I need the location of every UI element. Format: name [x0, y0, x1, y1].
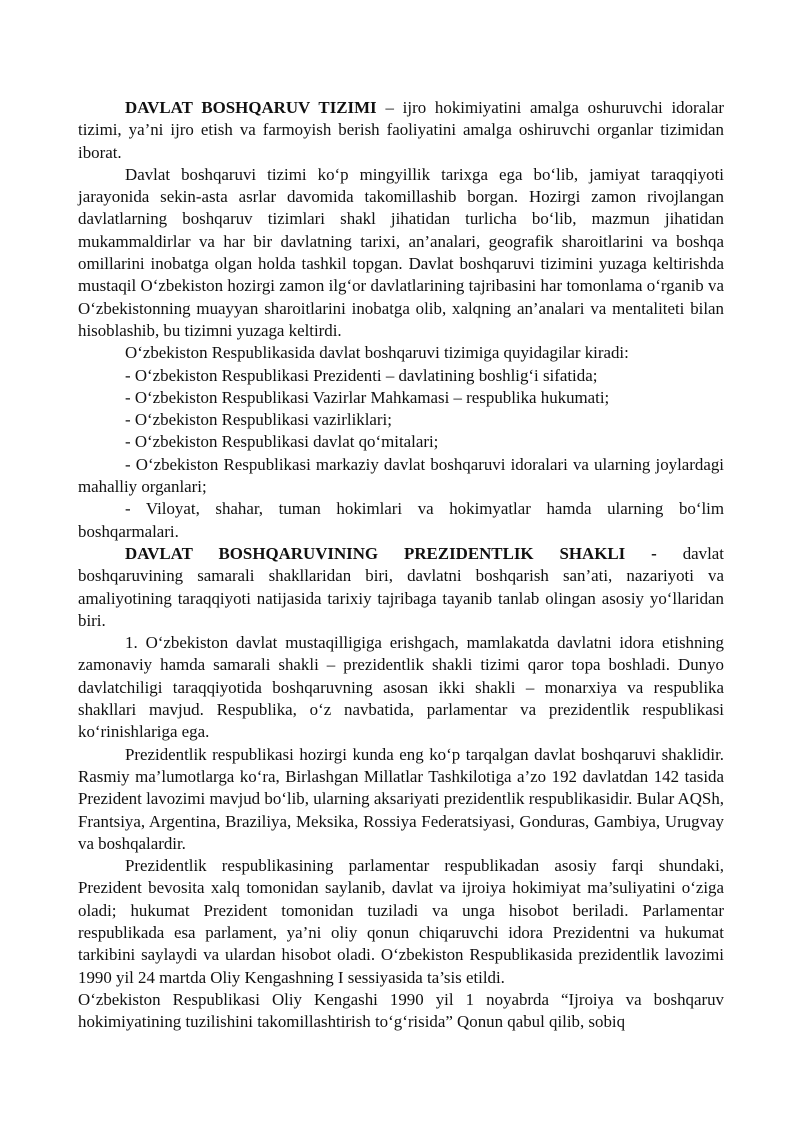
term-heading: DAVLAT BOSHQARUV TIZIMI [125, 98, 377, 117]
paragraph-definition [78, 97, 724, 164]
list-item: - Viloyat, shahar, tuman hokimlari va hokimyatlar hamda ularning bo‘lim boshqarmalari. [78, 499, 724, 541]
list-item: - O‘zbekiston Respublikasi Prezidenti – davlatining boshlig‘i sifatida; [125, 365, 598, 385]
list-item: - O‘zbekiston Respublikasi davlat qo‘mitalari; [125, 432, 439, 452]
paragraph-presidential-form [78, 543, 724, 632]
document-page [78, 97, 724, 1033]
definition-text: – ijro hokimiyatini amalga oshuruvchi idoralar tizimi, ya’ni ijro etish va farmoyish berish faoliyatini amalga oshiruvchi organlar tizimidan iborat. [78, 98, 724, 162]
term-heading: DAVLAT BOSHQARUVINING PREZIDENTLIK SHAKLI - [125, 543, 657, 563]
paragraph-history: Davlat boshqaruvi tizimi ko‘p mingyillik tarixga ega bo‘lib, jamiyat taraqqiyoti jarayonida sekin-asta asrlar davomida takomillashib borgan. Hozirgi zamon rivojlangan davlatlarning boshqaruv tizimlari shakl jihatidan turlicha bo‘lib, mazmun jihatidan mukammaldirlar va har bir davlatning tarixi, an’analari, geografik sharoitlarini va boshqa omillarini inobatga olgan holda tashkil topgan. Davlat boshqaruvi tizimini yuzaga keltirishda mustaqil O‘zbekiston hozirgi zamon ilg‘or davlatlarining tajribasini har tomonlama o‘rganib va O‘zbekistonning muayyan sharoitlarini inobatga olib, xalqning an’analari va mentaliteti bilan hisoblashib, bu tizimni yuzaga keltirdi. [78, 164, 724, 340]
list-item: - O‘zbekiston Respublikasi Vazirlar Mahkamasi – respublika hukumati; [125, 387, 610, 407]
list-item: - O‘zbekiston Respublikasi vazirliklari; [125, 410, 392, 430]
list-item: - O‘zbekiston Respublikasi markaziy davlat boshqaruvi idoralari va ularning joylardagi mahalliy organlari; [78, 454, 724, 497]
paragraph-difference: Prezidentlik respublikasining parlamentar respublikadan asosiy farqi shundaki, Prezident bevosita xalq tomonidan saylanib, davlat va ijroiya hokimiyat ma’suliyatini o‘ziga oladi; hukumat Prezident tomonidan tuziladi va unga hisobot beriladi. Parlamentar respublikada esa parlament, ya’ni oliy qonun chiqaruvchi idora Prezidentni va hukumat tarkibini saylaydi va ulardan hisobot oladi. O‘zbekiston Respublikasida prezidentlik lavozimi 1990 yil 24 martda Oliy Kengashning I sessiyasida ta’sis etildi. [78, 856, 724, 987]
paragraph-oliy-kengash: O‘zbekiston Respublikasi Oliy Kengashi 1990 yil 1 noyabrda “Ijroiya va boshqaruv hokimiyatining tuzilishini takomillashtirish to‘g‘risida” Qonun qabul qilib, sobiq [78, 989, 724, 1032]
paragraph-independence: 1. O‘zbekiston davlat mustaqilligiga erishgach, mamlakatda davlatni idora etishning zamonaviy hamda samarali shakli – prezidentlik shakli tizimi qaror topa boshladi. Dunyo davlatchiligi taraqqiyotida boshqaruvning asosan ikki shakli – monarxiya va respublika shakllari mavjud. Respublika, o‘z navbatida, parlamentar va prezidentlik respublikasi ko‘rinishlariga ega. [78, 633, 724, 742]
paragraph-list-intro: O‘zbekiston Respublikasida davlat boshqaruvi tizimiga quyidagilar kiradi: [125, 343, 629, 363]
definition-text: davlat boshqaruvining samarali shakllaridan biri, davlatni boshqarish san’ati, nazariyoti va amaliyotining taraqqiyoti natijasida tarixiy tajribaga tayanib tanlab olingan asosiy yo‘llaridan biri. [78, 543, 724, 630]
paragraph-presidential-republic: Prezidentlik respublikasi hozirgi kunda eng ko‘p tarqalgan davlat boshqaruvi shaklidir. Rasmiy ma’lumotlarga ko‘ra, Birlashgan Millatlar Tashkilotiga a’zo 192 davlatdan 142 tasida Prezident lavozimi mavjud bo‘lib, ularning aksariyati prezidentlik respublikasidir. Bular AQSh, Frantsiya, Argentina, Braziliya, Meksika, Rossiya Federatsiyasi, Gonduras, Gambiya, Urugvay va boshqalardir. [78, 744, 724, 853]
